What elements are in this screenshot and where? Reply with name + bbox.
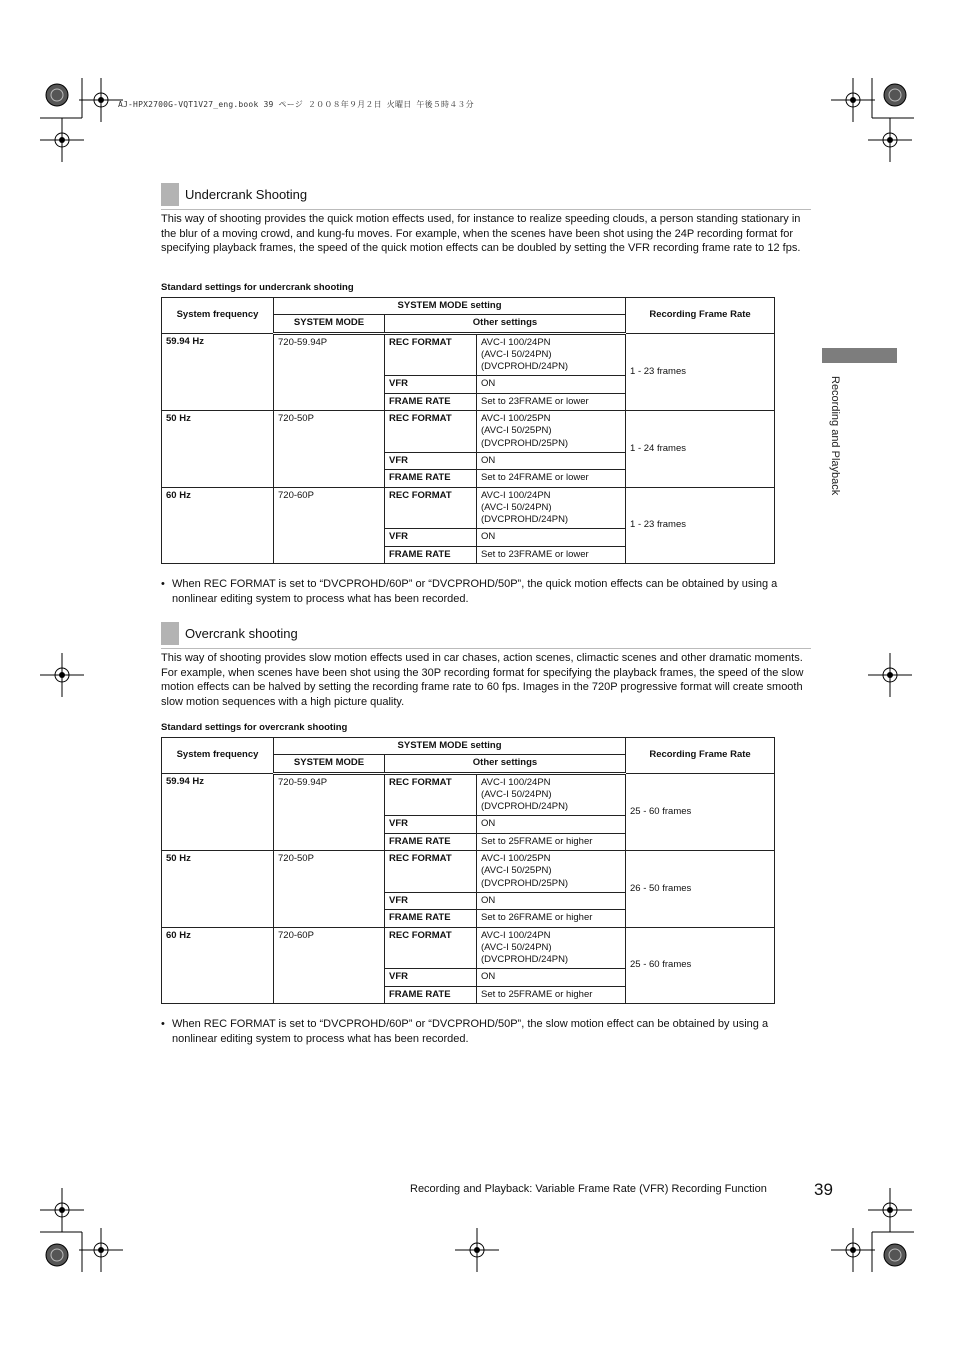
registration-target-icon — [884, 1244, 906, 1266]
setting-label-cell: REC FORMAT — [385, 851, 477, 893]
setting-value-cell: Set to 23FRAME or lower — [477, 393, 626, 410]
header-system-mode: SYSTEM MODE — [274, 755, 385, 773]
crosshair-icon — [59, 137, 65, 143]
setting-label-cell: VFR — [385, 376, 477, 393]
setting-label-cell: VFR — [385, 529, 477, 546]
setting-label-cell: REC FORMAT — [385, 487, 477, 529]
setting-value-cell: ON — [477, 529, 626, 546]
crosshair-icon — [887, 137, 893, 143]
header-system-frequency: System frequency — [162, 298, 274, 334]
setting-label-cell: FRAME RATE — [385, 986, 477, 1003]
setting-label-cell: VFR — [385, 452, 477, 469]
setting-value-cell: ON — [477, 892, 626, 909]
rec-format-value-cell — [477, 927, 626, 969]
setting-label-cell: VFR — [385, 892, 477, 909]
registration-target-icon — [46, 1244, 68, 1266]
rec-format-line: AVC-I 100/25PN — [481, 853, 551, 865]
header-system-frequency: System frequency — [162, 738, 274, 774]
header-other-settings: Other settings — [385, 315, 626, 333]
crosshair-icon — [98, 1247, 104, 1253]
rec-format-line: (AVC-I 50/24PN) — [481, 501, 552, 513]
rec-format-line: AVC-I 100/24PN — [481, 336, 551, 348]
print-header-line: AJ-HPX2700G-VQT1V27_eng.book 39 ページ ２００８年９月２日 火曜日 午後５時４３分 — [118, 100, 474, 109]
setting-label-cell: FRAME RATE — [385, 393, 477, 410]
system-frequency-cell: 59.94 Hz — [162, 773, 274, 850]
table-row — [162, 333, 775, 376]
crosshair-icon — [887, 672, 893, 678]
section-heading-undercrank — [161, 183, 811, 210]
header-system-mode-setting: SYSTEM MODE setting — [274, 298, 626, 315]
section-heading-overcrank — [161, 622, 811, 649]
crosshair-icon — [474, 1247, 480, 1253]
recording-frame-rate-cell: 26 - 50 frames — [626, 851, 775, 927]
crosshair-icon — [59, 672, 65, 678]
section-heading-bar — [161, 622, 179, 645]
rec-format-line: (AVC-I 50/24PN) — [481, 788, 552, 800]
setting-label-cell: REC FORMAT — [385, 773, 477, 816]
system-mode-cell: 720-50P — [274, 851, 385, 927]
system-mode-cell: 720-59.94P — [274, 333, 385, 410]
setting-label-cell: REC FORMAT — [385, 927, 477, 969]
rec-format-line: AVC-I 100/25PN — [481, 413, 551, 425]
bullet-icon: • — [161, 1018, 165, 1030]
rec-format-value-cell — [477, 333, 626, 376]
crosshair-icon — [887, 1207, 893, 1213]
footer-running-title: Recording and Playback: Variable Frame Rate (VFR) Recording Function — [410, 1183, 767, 1195]
setting-label-cell: VFR — [385, 969, 477, 986]
rec-format-line: (DVCPROHD/24PN) — [481, 514, 569, 526]
section-title: Undercrank Shooting — [185, 187, 308, 202]
crosshair-icon — [98, 97, 104, 103]
setting-value-cell: ON — [477, 376, 626, 393]
setting-value-cell: Set to 25FRAME or higher — [477, 986, 626, 1003]
setting-value-cell: Set to 23FRAME or lower — [477, 546, 626, 563]
section-body-text: This way of shooting provides slow motion effects used in car chases, action scenes, climactic scenes and other dramatic moments. For example, when scenes have been shot using the 30P recording format for specifying the playback frames, the speed of the slow motion effects can be halved by setting the recording frame rate to 60 fps. Images in the 720P progressive format will create smooth slow motion sequences with a high picture quality. — [161, 652, 804, 708]
note-text: When REC FORMAT is set to “DVCPROHD/60P” or “DVCPROHD/50P”, the quick motion effects can be obtained by using a nonlinear editing system to process what has been recorded. — [172, 578, 778, 605]
recording-frame-rate-cell: 1 - 23 frames — [626, 333, 775, 410]
crosshair-icon — [850, 1247, 856, 1253]
table-row — [162, 773, 775, 816]
rec-format-line: (AVC-I 50/25PN) — [481, 425, 552, 437]
rec-format-value-cell — [477, 487, 626, 529]
system-frequency-cell: 60 Hz — [162, 487, 274, 563]
recording-frame-rate-cell: 25 - 60 frames — [626, 773, 775, 850]
setting-value-cell: Set to 25FRAME or higher — [477, 833, 626, 850]
recording-frame-rate-cell: 1 - 23 frames — [626, 487, 775, 563]
setting-label-cell: REC FORMAT — [385, 333, 477, 376]
table-row — [162, 927, 775, 969]
rec-format-value-cell — [477, 851, 626, 893]
system-frequency-cell: 50 Hz — [162, 851, 274, 927]
recording-frame-rate-cell: 1 - 24 frames — [626, 411, 775, 487]
rec-format-line: (AVC-I 50/25PN) — [481, 865, 552, 877]
table-row — [162, 411, 775, 453]
table-row — [162, 851, 775, 893]
rec-format-line: (DVCPROHD/25PN) — [481, 437, 569, 449]
rec-format-line: (DVCPROHD/24PN) — [481, 801, 569, 813]
system-frequency-cell: 59.94 Hz — [162, 333, 274, 410]
rec-format-line: AVC-I 100/24PN — [481, 929, 551, 941]
rec-format-value-cell — [477, 773, 626, 816]
undercrank-settings-table — [161, 297, 775, 564]
system-frequency-cell: 60 Hz — [162, 927, 274, 1003]
setting-label-cell: REC FORMAT — [385, 411, 477, 453]
header-recording-frame-rate: Recording Frame Rate — [626, 298, 775, 334]
setting-label-cell: FRAME RATE — [385, 546, 477, 563]
note-text: When REC FORMAT is set to “DVCPROHD/60P” or “DVCPROHD/50P”, the slow motion effect can be obtained by using a nonlinear editing system to process what has been recorded. — [172, 1018, 769, 1045]
rec-format-line: (DVCPROHD/24PN) — [481, 361, 569, 373]
rec-format-line: AVC-I 100/24PN — [481, 489, 551, 501]
system-mode-cell: 720-60P — [274, 487, 385, 563]
header-system-mode: SYSTEM MODE — [274, 315, 385, 333]
setting-label-cell: VFR — [385, 816, 477, 833]
section-body-text: This way of shooting provides the quick motion effects used, for instance to realize speeding clouds, a person standing stationary in the blur of a moving crowd, and kung-fu moves. For example, when the scenes have been shot using the 24P recording format for specifying playback frames, the speed of the quick motion effects can be doubled by setting the VFR recording frame rate to 12 fps. — [161, 213, 801, 254]
table-header-row — [162, 298, 775, 315]
rec-format-line: (DVCPROHD/24PN) — [481, 954, 569, 966]
table-header-row — [162, 738, 775, 755]
setting-value-cell: ON — [477, 816, 626, 833]
setting-value-cell: Set to 26FRAME or higher — [477, 910, 626, 927]
side-tab-marker — [822, 348, 897, 363]
setting-value-cell: Set to 24FRAME or lower — [477, 470, 626, 487]
table-caption: Standard settings for overcrank shooting — [161, 722, 348, 733]
table-caption: Standard settings for undercrank shooting — [161, 282, 354, 293]
header-other-settings: Other settings — [385, 755, 626, 773]
header-recording-frame-rate: Recording Frame Rate — [626, 738, 775, 774]
rec-format-line: (DVCPROHD/25PN) — [481, 877, 569, 889]
rec-format-value-cell — [477, 411, 626, 453]
system-frequency-cell: 50 Hz — [162, 411, 274, 487]
crosshair-icon — [850, 97, 856, 103]
table-row — [162, 487, 775, 529]
header-system-mode-setting: SYSTEM MODE setting — [274, 738, 626, 755]
rec-format-line: AVC-I 100/24PN — [481, 776, 551, 788]
bullet-icon: • — [161, 578, 165, 590]
rec-format-line: (AVC-I 50/24PN) — [481, 348, 552, 360]
system-mode-cell: 720-60P — [274, 927, 385, 1003]
section-heading-bar — [161, 183, 179, 206]
system-mode-cell: 720-50P — [274, 411, 385, 487]
overcrank-settings-table — [161, 737, 775, 1004]
rec-format-line: (AVC-I 50/24PN) — [481, 941, 552, 953]
system-mode-cell: 720-59.94P — [274, 773, 385, 850]
setting-value-cell: ON — [477, 452, 626, 469]
registration-target-icon — [884, 84, 906, 106]
recording-frame-rate-cell: 25 - 60 frames — [626, 927, 775, 1003]
setting-label-cell: FRAME RATE — [385, 470, 477, 487]
crosshair-icon — [59, 1207, 65, 1213]
section-title: Overcrank shooting — [185, 626, 298, 641]
setting-value-cell: ON — [477, 969, 626, 986]
setting-label-cell: FRAME RATE — [385, 833, 477, 850]
side-tab-label: Recording and Playback — [829, 376, 841, 496]
registration-target-icon — [46, 84, 68, 106]
setting-label-cell: FRAME RATE — [385, 910, 477, 927]
page-number: 39 — [814, 1180, 833, 1199]
